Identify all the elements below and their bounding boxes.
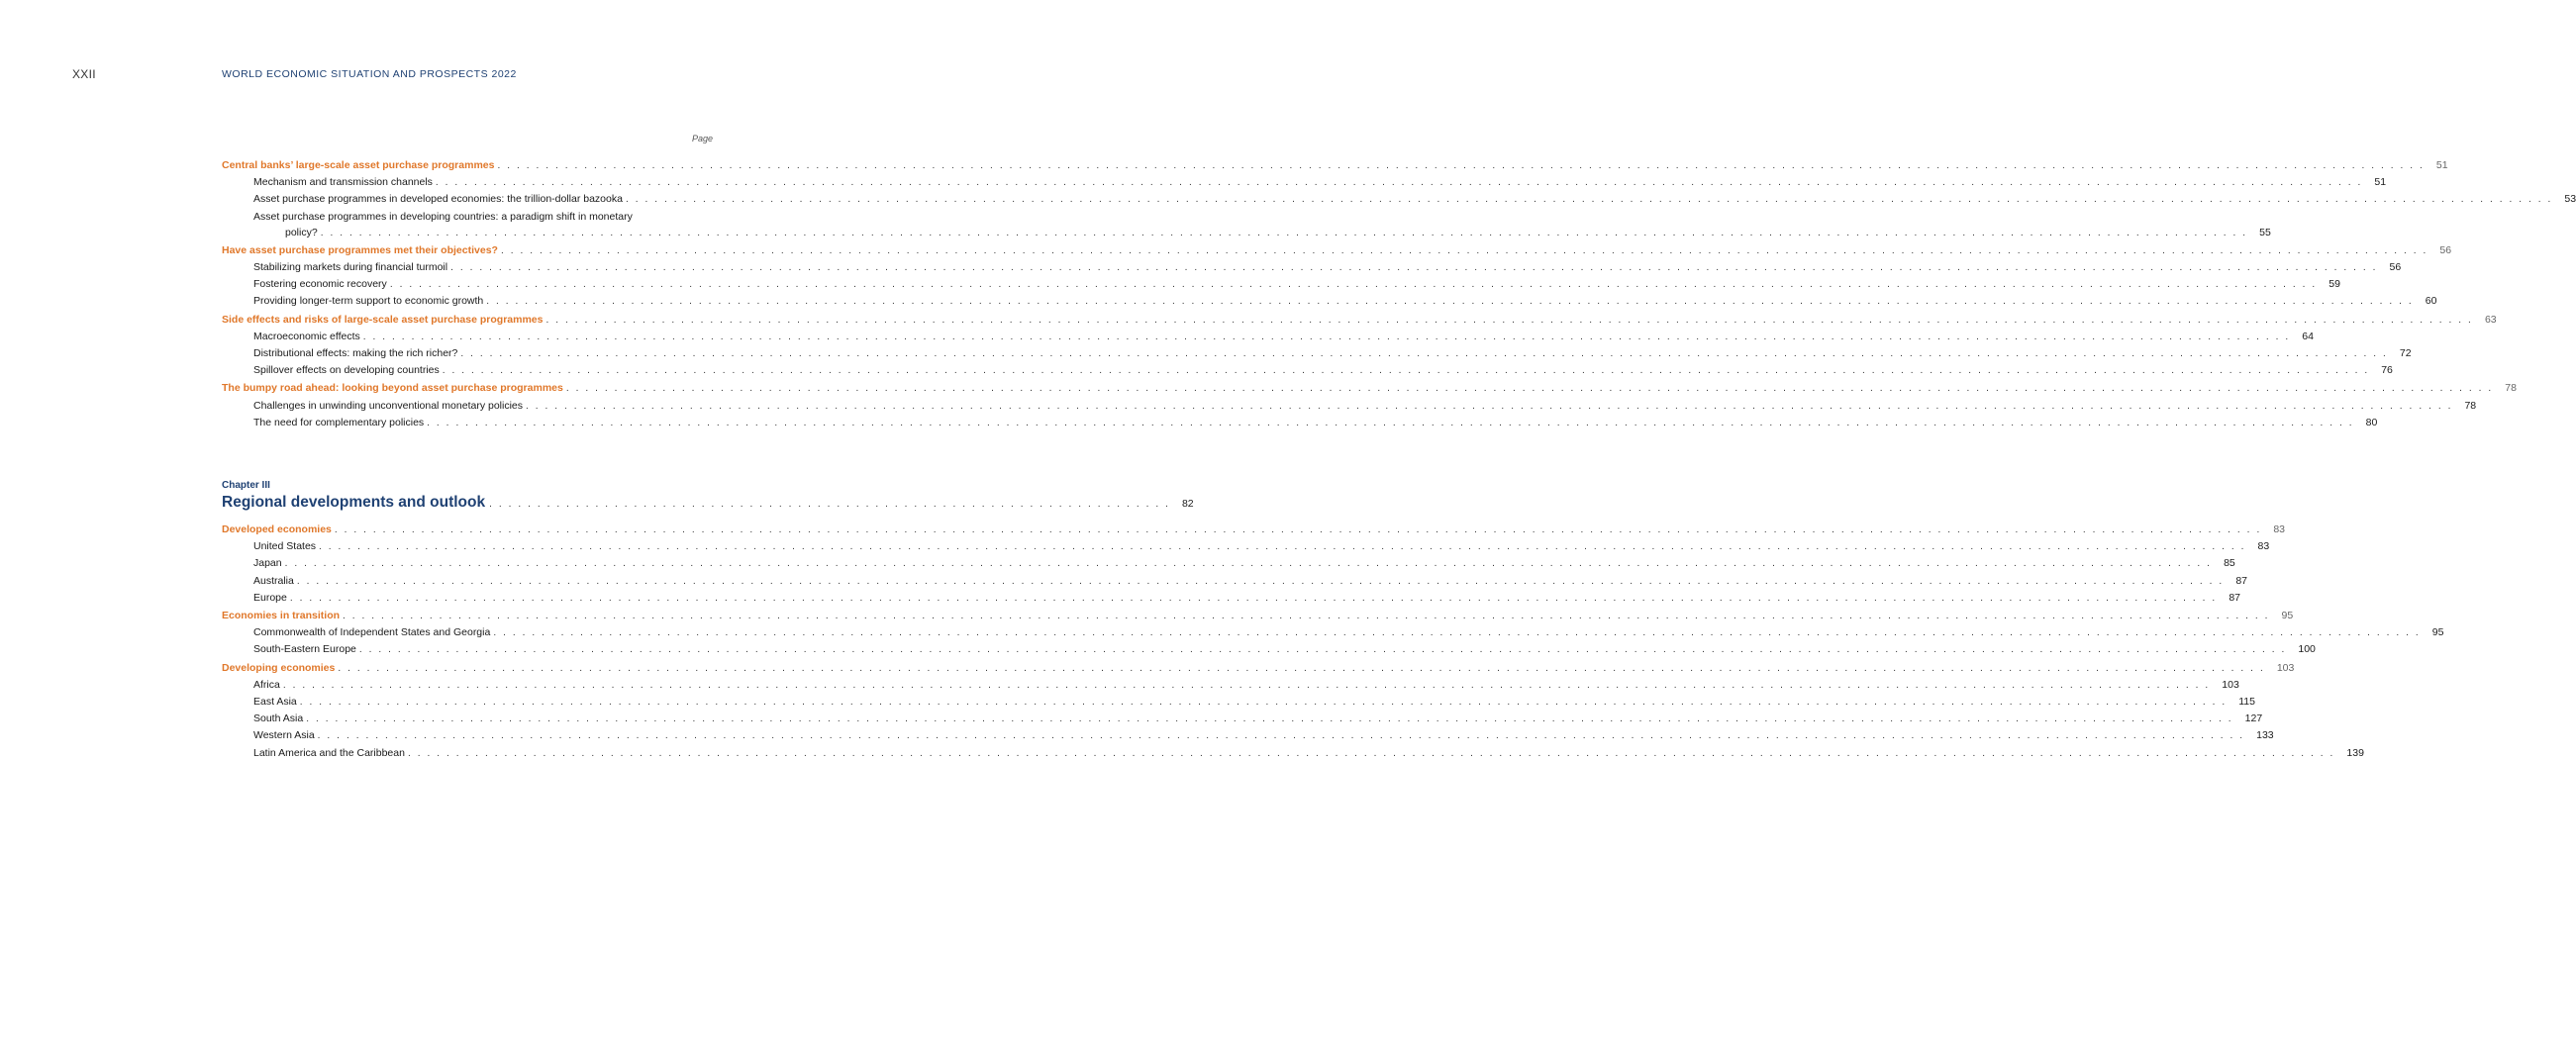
- toc-entry-label: Macroeconomic effects: [253, 329, 363, 345]
- dot-leader: . . . . . . . . . . . . . . . . . . . . . . . . . . . . . . . . . . . . . . . . . . . . . . . . . . . . . . . . . . . . . . . . . . . . . . . . . . . . . . . . . . . . . . . . . . . . . . . . . . . . . . . . . . . . . . . . . . . . . . . . . . . . . . . . . . . . . . . . . . . . . . . . . . . . . . . . . . . . . . . . . . . . . . . . . . . . . . . . . . . . . . . . . . . . . . . . . . . . . . . .: [407, 747, 2335, 759]
- toc-page-number: 115: [2238, 696, 2255, 709]
- toc-entry[interactable]: [222, 362, 2393, 379]
- dot-leader: . . . . . . . . . . . . . . . . . . . . . . . . . . . . . . . . . . . . . . . . . . . . . . . . . . . . . . . . . . . . . . . . . . . . . . . . . . . . . . . . . . . . . . . . . . . . . . . . . . . . . . . . . . . . . . . . . . . . . . . . . . . . . . . . . . . . . . . . . . . . . . . . . . . . . . . . . . . . . . . . . . . . . . . . . . . . . . . . . . . . . . . . . . . . . . . . . . . . . . . .: [362, 331, 2291, 342]
- toc-section-heading[interactable]: [222, 312, 2497, 329]
- toc-page-number: 83: [2273, 523, 2286, 535]
- dot-leader: . . . . . . . . . . . . . . . . . . . . . . . . . . . . . . . . . . . . . . . . . . . . . . . . . . . . . . . . . . . . . . . . . . . . . . . . . . . . . . . . . . . . . . . . . . . . . . . . . . . . . . . . . . . . . . . . . . . . . . . . . . . . . . . . . . . . . . . . . . . . . . . . . . . . . . . . . . . . . . . . . . . . . . . . . . . . . . . . . . . . . . . . . . . . . . . . . . . . . . . .: [526, 400, 2453, 412]
- dot-leader: . . . . . . . . . . . . . . . . . . . . . . . . . . . . . . . . . . . . . . . . . . . . . . . . . . . . . . . . . . . . . . . . . . . . . . . . . . . . . . . . . . . . . . . . . . . . . . . . . . . . . . . . . . . . . . . . . . . . . . . . . . . . . . . . . . . . . . . . . . . . . . . . . . . . . . . . . . . . . . . . . . . . . . . . . . . . . . . . . . . . . . . . . . . . . . . . . . . . . . . .: [486, 296, 2414, 308]
- toc-entry-label: East Asia: [253, 694, 300, 711]
- toc-entry[interactable]: [222, 624, 2444, 641]
- toc-entry[interactable]: [222, 677, 2239, 694]
- toc-section-heading[interactable]: [222, 608, 2294, 624]
- toc-page-number: 78: [2505, 382, 2517, 395]
- dot-leader: . . . . . . . . . . . . . . . . . . . . . . . . . . . . . . . . . . . . . . . . . . . . . . . . . . . . . . . . . . . . . . . . . . . . . . . . . . . . . . . . . . . . . . . . . . . . . . . . . . . . . . . . . . . . . . . . . . . . . . . . . . . . . . . . . . . . . . . . . . . . . . . . . . . . . . . . . . . . . . . . . . . . . . . . . . . . . . . . . . . . . . . . . . . . . . . . . . . . . . . .: [442, 365, 2370, 377]
- toc-entry-label: South-Eastern Europe: [253, 641, 359, 658]
- dot-leader: . . . . . . . . . . . . . . . . . . . . . . . . . . . . . . . . . . . . . . . . . . . . . . . . . . . . . . . . . . . . . . . . . . . . . . . . . . . . . . . . . . . . . . . . . . . . . . . . . . . . . . . . . . . . . . . . . . . . . . . . . . . . . . . . . . . . . . . . . . . . . . . . . . . . . . . . . . . . . . . . . . . . . . . . . . . . . . . . . . . . . . . . . . . . . . . . . . . . . . . .: [306, 713, 2233, 725]
- toc-entry[interactable]: [222, 641, 2316, 658]
- chapter-page-number: 82: [1181, 498, 1194, 510]
- toc-section-heading[interactable]: [222, 380, 2517, 397]
- toc-entry-label: South Asia: [253, 711, 306, 727]
- toc-section-heading[interactable]: [222, 522, 2286, 538]
- toc-entry-label: Japan: [253, 555, 285, 572]
- toc-entry-label: Spillover effects on developing countries: [253, 362, 443, 379]
- toc-page-number: 139: [2346, 746, 2364, 759]
- toc-entry-label: policy?: [285, 225, 321, 241]
- toc-entry-label: United States: [253, 538, 319, 555]
- toc-entry[interactable]: [222, 329, 2314, 345]
- toc-entry[interactable]: [222, 573, 2247, 590]
- dot-leader: . . . . . . . . . . . . . . . . . . . . . . . . . . . . . . . . . . . . . . . . . . . . . . . . . . . . . . . . . . . . . . . . . . . . . . . . . . . . . . . . . . . . . . . . . . . . . . . . . . . . . . . . . . . . . . . . . . . . . . . . . . . . . . . . . . . . . . . . . . . . . . . . . . . . . . . . . . . . . . . . . . . . . . . . . . . . . . . . . . . . . . . . . . . . . . . . . . . . . . . .: [334, 524, 2262, 535]
- toc-entry-label: Western Asia: [253, 727, 318, 744]
- toc-page-number: 72: [2399, 347, 2412, 360]
- toc-entry-label: Developed economies: [222, 522, 335, 538]
- toc-entry-label: Have asset purchase programmes met their objectives?: [222, 242, 501, 259]
- toc-entry-label: Fostering economic recovery: [253, 276, 390, 293]
- dot-leader: . . . . . . . . . . . . . . . . . . . . . . . . . . . . . . . . . . . . . . . . . . . . . . . . . . . . . . . . . . . . . . . . . . . . . . . . . . . . . . . . . . . . . . . . . . . . . . . . . . . . . . . . . . . . . . . . . . . . . . . . . . . . . . . . . . . . . . . . . . . . . . . . . . . . . . . . . . . . . . . . . . . . . . . . . . . . . . . . . . . . . . . . . . . . . . . . . . . . . . . .: [282, 679, 2211, 691]
- toc-entry[interactable]: [222, 225, 2271, 241]
- dot-leader: . . . . . . . . . . . . . . . . . . . . . . . . . . . . . . . . . . . . . . . . . . . . . . . . . . . . . . . . . . . . . . . . . . . . . . . . . . . . . . . . . . . . . . . . . . . . . . . . . . . . . . . . . . . . . . . . . . . . . . . . . . . . . . . . . . . . . . . . . . . . . . . . . . . . . . . . . . . . . . . . . . . . . . . . . . . . . . . . . . . . . . . . . . . . . . . . . . . . . . . .: [500, 244, 2428, 256]
- toc-entry[interactable]: [222, 191, 2576, 208]
- dot-leader: . . . . . . . . . . . . . . . . . . . . . . . . . . . . . . . . . . . . . . . . . . . . . . . . . . . . . . . . . . . . . . . . . . . . . . . . . . . . . . . . . . . . . . . . . . . . . . . . . . . . . . . . . . . . . . . . . . . . . . . . . . . . . . . . . . . . . . . . . . . . . . . . . . . . . . . . . . . . . . . . . . . . . . . . . . . . . . . . . . . . . . . . . . . . . . . . . . . . . . . .: [320, 227, 2248, 238]
- toc-entry-label: Australia: [253, 573, 297, 590]
- dot-leader: . . . . . . . . . . . . . . . . . . . . . . . . . . . . . . . . . . . . . . . . . . . . . . . . . . . . . . . . . . . . . . . . . . . . . . . . . . . . . . . . . . . . . . . . . . . . . . . . . . . . . . . . . . . . . . . . . . . . . . . . . . . . . . . . . . . . . . . . . . . . . . . . . . . . . . . . . . . . . . . . . . . . . . . . . . . . . . . . . . . . . . . . . . . . . . . . . . . . . . . .: [625, 194, 2553, 206]
- toc-page-number: 103: [2222, 678, 2239, 691]
- toc-page-number: 80: [2365, 416, 2378, 428]
- toc-section-heading[interactable]: [222, 157, 2448, 174]
- toc-page-number: 51: [2435, 159, 2448, 171]
- toc-entry-label: The need for complementary policies: [253, 415, 427, 431]
- toc-page-number: 51: [2374, 176, 2387, 189]
- toc-page-number: 78: [2464, 399, 2477, 412]
- toc-entry[interactable]: [222, 555, 2235, 572]
- toc-page-number: 59: [2328, 278, 2340, 291]
- running-header-title: WORLD ECONOMIC SITUATION AND PROSPECTS 2022: [222, 68, 517, 80]
- toc-part-1: [222, 156, 2576, 431]
- toc-entry-label: The bumpy road ahead: looking beyond asset purchase programmes: [222, 380, 566, 397]
- toc-entry[interactable]: [222, 259, 2402, 276]
- toc-entry-label: Distributional effects: making the rich richer?: [253, 345, 460, 362]
- dot-leader: . . . . . . . . . . . . . . . . . . . . . . . . . . . . . . . . . . . . . . . . . . . . . . . . . . . . . . . . . . . . . . . . . . . . . . . . . . . . . . . . . . . . . . . . . . . . . . . . . . . . . . . . . . . . . . . . . . . . . . . . . . . . . . . . . . . . . . . . . . . . . . . . . . . . . . . . . . . . . . . . . . . . . . . . . . . . . . . . . . . . . . . . . . . . . . . . . . . . . . . .: [450, 262, 2378, 274]
- toc-page-number: 56: [2389, 261, 2402, 274]
- toc-entry[interactable]: [222, 590, 2240, 607]
- toc-entry[interactable]: [222, 711, 2263, 727]
- chapter-label: Chapter III: [222, 480, 270, 491]
- toc-entry-first-line: Asset purchase programmes in developing countries: a paradigm shift in monetary: [253, 210, 633, 223]
- toc-entry[interactable]: [222, 276, 2340, 293]
- dot-leader: . . . . . . . . . . . . . . . . . . . . . . . . . . . . . . . . . . . . . . . . . . . . . . . . . . . . . . . . . . . . . . . . . . . . . . . . . . . . . . . . . . . . . . . . . . . . . . . . . . . . . . . . . . . . . . . . . . . . . . . . . . . . . . . . . . . . . . . . . . . . . . . . . . . . . . . . . . . . . . . . . . . . . . . . . . . . . . . . . . . . . . . . . . . . . . . . . . . . . . . .: [319, 541, 2246, 553]
- toc-part-2: [222, 521, 2444, 762]
- dot-leader: . . . . . . . . . . . . . . . . . . . . . . . . . . . . . . . . . . . . . . . . . . . . . . . . . . . . . . . . . . . . . . . . . . . . . . . . . . . . . . . . . . . . . . . . . . . . . . . . . . . . . . . . . . . . . . . . . . . . . . . . . . . . . . . . . . . . . . . . . . . . . . . . . . . . . . . . . . . . . . . . . . . . . . . . . . . . . . . . . . . . . . . . . . . . . . . . . . . . . . . .: [338, 662, 2265, 674]
- dot-leader: . . . . . . . . . . . . . . . . . . . . . . . . . . . . . . . . . . . . . . . . . . . . . . . . . . . . . . . . . . . . . . . . . . . . . . . . . . . . . . . . . . . . . . . . . . . . . . . . . . . . . . . . . . . . . . . . . . . . . . . . . . . . . . . . . . . . . . . . . . . . . . . . . . . . . . . . . . . . . . . . . . . . . . . . . . . . . . . . . . . . . . . . . . . . . . . . . . . . . . . .: [435, 177, 2363, 189]
- dot-leader: . . . . . . . . . . . . . . . . . . . . . . . . . . . . . . . . . . . . . . . . . . . . . . . . . . . . . . . . . . . . . . . . . . . . . . . . . . . . . . . . . . . . . . . . . . . . . . . . . . . . . . . . . . . . . . . . . . . . . . . . . . . . . . . . . . . . . . . . . . . . . . . . . . . . . . . . . . . . . . . . . . . . . . . . . . . . . . . . . . . . . . . . . . . . . . . . . . . . . . . .: [284, 558, 2213, 570]
- toc-entry[interactable]: [222, 174, 2387, 191]
- toc-entry[interactable]: [222, 538, 2270, 555]
- chapter-title-row[interactable]: [222, 494, 1194, 512]
- dot-leader: . . . . . . . . . . . . . . . . . . . . . . . . . . . . . . . . . . . . . . . . . . . . . . . . . . . . . . . . . . . . . . . . . . . . . . . . . . . . . . . . . . . . . . . . . . . . . . . . . . . . . . . . . . . . . . . . . . . . . . . . . . . . . . . . . . . . . . . . . . . . . . . . . . . . . . . . . . . . . . . . . . . . . . . . . . . . . . . . . . . . . . . . . . . . . . . . . . . . . . . .: [565, 383, 2494, 395]
- dot-leader: . . . . . . . . . . . . . . . . . . . . . . . . . . . . . . . . . . . . . . . . . . . . . . . . . . . . . . . . . . . . . . . . . . . . . . . . . . . . . . . . . . . . . . . . . . . . . . . . . . . . . . . . . . . . . . . . . . . . . . . . . . . . . . . . . . . . . . . . . . . . . . . . . . . . . . . . . . . . . . . . . . . . . . . . . . . . . . . . . . . . . . . . . . . . . . . . . . . . . . . .: [545, 314, 2473, 326]
- toc-entry-label: Side effects and risks of large-scale asset purchase programmes: [222, 312, 545, 329]
- toc-page-number: 133: [2256, 729, 2274, 742]
- dot-leader: . . . . . . . . . . . . . . . . . . . . . . . . . . . . . . . . . . . . . . . . . . . . . . . . . . . . . . . . . . . . . . . . . . . . . . . . . . . . . . . . . . . . . . . . . . . . . . . . . . . . . . . . . . . . . . . . . . . . . . . . . . . . . . . . . . . . . . . . . . . . . . . . . . . . . . . . . . . . . . . . . . . . . . . . . . . . . . . . . . . . . . . . . . . . . . . . . . . . . . . .: [296, 575, 2225, 587]
- dot-leader: . . . . . . . . . . . . . . . . . . . . . . . . . . . . . . . . . . . . . . . . . . . . . . . . . . . . . . . . . . . . . . . . . . . . . . . . . . . . . . . . . . . . . . . . . . . . . . . . . . . . . . . . . . . . . . . . . . . . . . . . . . . . . . . . . . . . . . . . . . . . . . . . . . . . . . . . . . . . . . . . . . . . . . . . . . . . . . . . . . . . . . . . . . . . . . . . . . . . . . . .: [289, 592, 2218, 604]
- toc-page-number: 95: [2281, 610, 2294, 622]
- toc-entry-label: Africa: [253, 677, 283, 694]
- toc-entry[interactable]: [222, 345, 2412, 362]
- toc-entry-label: Asset purchase programmes in developed economies: the trillion-dollar bazooka: [253, 191, 626, 208]
- page-number: XXII: [72, 67, 96, 81]
- dot-leader: . . . . . . . . . . . . . . . . . . . . . . . . . . . . . . . . . . . . . . . . . . . . . . . . . . . . . . . . . . . . . . . . . . . . . . . . . . . . . . . . . . . . . . . . . . . . . . . . . . . . . . . . . . . . . . . . . . . . . . . . . . . . . . . . . . . . . . . . . . . . . . . . . . . . . . . . . . . . . . . . . . . . . . . . . . . . . . . . . . . . . . . . . . . . . . . . . . . . . . . .: [427, 417, 2354, 428]
- toc-page-number: 56: [2439, 243, 2452, 256]
- dot-leader: . . . . . . . . . . . . . . . . . . . . . . . . . . . . . . . . . . . . . . . . . . . . . . . . . . . . . . . . . . . . . . . . . . . . . . . . . . . . . . . . . . . . . . . . . . . . . . . . . . . . . . . . . . . . . . . . . . . . . . . . . . . . . . . . . . . . . . . . . . . . . . . . . . . . . . . . . . . . . . . . . . . . . . . . . . . . . . . . . . . . . . . . . . . . . . . . . . . . . . . .: [358, 644, 2287, 656]
- toc-page-number: 64: [2302, 330, 2314, 342]
- toc-section-heading[interactable]: [222, 660, 2295, 677]
- toc-entry-label: Economies in transition: [222, 608, 343, 624]
- toc-page-number: 87: [2235, 574, 2247, 587]
- dot-leader: . . . . . . . . . . . . . . . . . . . . . . . . . . . . . . . . . . . . . . . . . . . . . . . . . . . . . . . . . . . . . . . . . . . . . . . . . . . . . . . . . . . . . . . . . . . . . . . . . . . . . . . . . . . . . . . . . . . . . . . . . . . . . . . . . . . . . . . . . . . . . . . . . . . . . . . . . . . . . . . . . . . . . . . . . . . . . . . . . . . . . . . . . . . . . . . . . . . . . . . .: [460, 348, 2388, 360]
- toc-entry[interactable]: [222, 745, 2364, 762]
- toc-entry-label: Commonwealth of Independent States and Georgia: [253, 624, 493, 641]
- dot-leader: . . . . . . . . . . . . . . . . . . . . . . . . . . . . . . . . . . . . . . . . . . . . . . . . . . . . . . . . . . . . . . . . . . . . . . . . . . . . . . . . . . . . . . . . . . . . . . . . . . . . . . . . . . . . . . . . . . . . . . . . . . . . . . . . . . . . . . . . . . . . . . . . . . . . . . . . . . . . . . . . . . . . . . . . . . . . . . . . . . . . . . . . . . . . . . . . . . . . . . . .: [389, 279, 2318, 291]
- toc-entry[interactable]: [222, 398, 2477, 415]
- page-column-label: Page: [691, 134, 713, 143]
- toc-page-number: 55: [2259, 226, 2271, 238]
- toc-entry-label: Providing longer-term support to economic growth: [253, 293, 486, 310]
- toc-page-number: 87: [2229, 591, 2240, 604]
- toc-page-number: 103: [2276, 661, 2295, 674]
- toc-section-heading[interactable]: [222, 242, 2452, 259]
- dot-leader: . . . . . . . . . . . . . . . . . . . . . . . . . . . . . . . . . . . . . . . . . . . . . . . . . . . . . . . . . . . . . . . . . . . . . . . . . . . . . . . . . . . . . . . . . . . . . . . . . . . . . . . . . . . . . . . . . . . . . . . . . . . . . . . . . . . . . . . . . . . . . . . . . . . . . . . . . . . . . . . . . . . . . . . . . . . . . . . . . . . . . . . . . . . . . . . . . . . . . . . .: [317, 730, 2245, 742]
- toc-entry-label: Stabilizing markets during financial turmoil: [253, 259, 450, 276]
- toc-page-number: 83: [2257, 540, 2270, 553]
- dot-leader: . . . . . . . . . . . . . . . . . . . . . . . . . . . . . . . . . . . . . . . . . . . . . . . . . . . . . . . . . . . . . . . . . . . . . . .: [489, 499, 1170, 510]
- toc-entry-label: Challenges in unwinding unconventional monetary policies: [253, 398, 526, 415]
- toc-entry[interactable]: [222, 727, 2274, 744]
- toc-entry[interactable]: [222, 415, 2378, 431]
- toc-page-number: 63: [2484, 313, 2497, 326]
- toc-page-number: 76: [2381, 364, 2393, 377]
- toc-entry-label: Mechanism and transmission channels: [253, 174, 436, 191]
- toc-entry[interactable]: [222, 293, 2437, 310]
- toc-entry-label: Central banks’ large-scale asset purchase programmes: [222, 157, 497, 174]
- dot-leader: . . . . . . . . . . . . . . . . . . . . . . . . . . . . . . . . . . . . . . . . . . . . . . . . . . . . . . . . . . . . . . . . . . . . . . . . . . . . . . . . . . . . . . . . . . . . . . . . . . . . . . . . . . . . . . . . . . . . . . . . . . . . . . . . . . . . . . . . . . . . . . . . . . . . . . . . . . . . . . . . . . . . . . . . . . . . . . . . . . . . . . . . . . . . . . . . . . . . . . . .: [497, 160, 2425, 171]
- toc-entry-label: Latin America and the Caribbean: [253, 745, 408, 762]
- toc-page-number: 100: [2298, 643, 2316, 656]
- toc-page-number: 60: [2425, 295, 2437, 308]
- dot-leader: . . . . . . . . . . . . . . . . . . . . . . . . . . . . . . . . . . . . . . . . . . . . . . . . . . . . . . . . . . . . . . . . . . . . . . . . . . . . . . . . . . . . . . . . . . . . . . . . . . . . . . . . . . . . . . . . . . . . . . . . . . . . . . . . . . . . . . . . . . . . . . . . . . . . . . . . . . . . . . . . . . . . . . . . . . . . . . . . . . . . . . . . . . . . . . . . . . . . . . . .: [343, 611, 2270, 622]
- toc-entry[interactable]: [222, 694, 2255, 711]
- toc-entry-label: Europe: [253, 590, 290, 607]
- toc-page-number: 85: [2224, 557, 2235, 570]
- chapter-title: Regional developments and outlook: [222, 494, 486, 511]
- dot-leader: . . . . . . . . . . . . . . . . . . . . . . . . . . . . . . . . . . . . . . . . . . . . . . . . . . . . . . . . . . . . . . . . . . . . . . . . . . . . . . . . . . . . . . . . . . . . . . . . . . . . . . . . . . . . . . . . . . . . . . . . . . . . . . . . . . . . . . . . . . . . . . . . . . . . . . . . . . . . . . . . . . . . . . . . . . . . . . . . . . . . . . . . . . . . . . . . . . . . . . . .: [299, 697, 2228, 709]
- toc-page-number: 127: [2244, 712, 2263, 725]
- dot-leader: . . . . . . . . . . . . . . . . . . . . . . . . . . . . . . . . . . . . . . . . . . . . . . . . . . . . . . . . . . . . . . . . . . . . . . . . . . . . . . . . . . . . . . . . . . . . . . . . . . . . . . . . . . . . . . . . . . . . . . . . . . . . . . . . . . . . . . . . . . . . . . . . . . . . . . . . . . . . . . . . . . . . . . . . . . . . . . . . . . . . . . . . . . . . . . . . . . . . . . . .: [493, 627, 2421, 639]
- toc-page-number: 53: [2564, 193, 2576, 206]
- toc-page-number: 95: [2431, 626, 2444, 639]
- toc-entry-label: Developing economies: [222, 660, 338, 677]
